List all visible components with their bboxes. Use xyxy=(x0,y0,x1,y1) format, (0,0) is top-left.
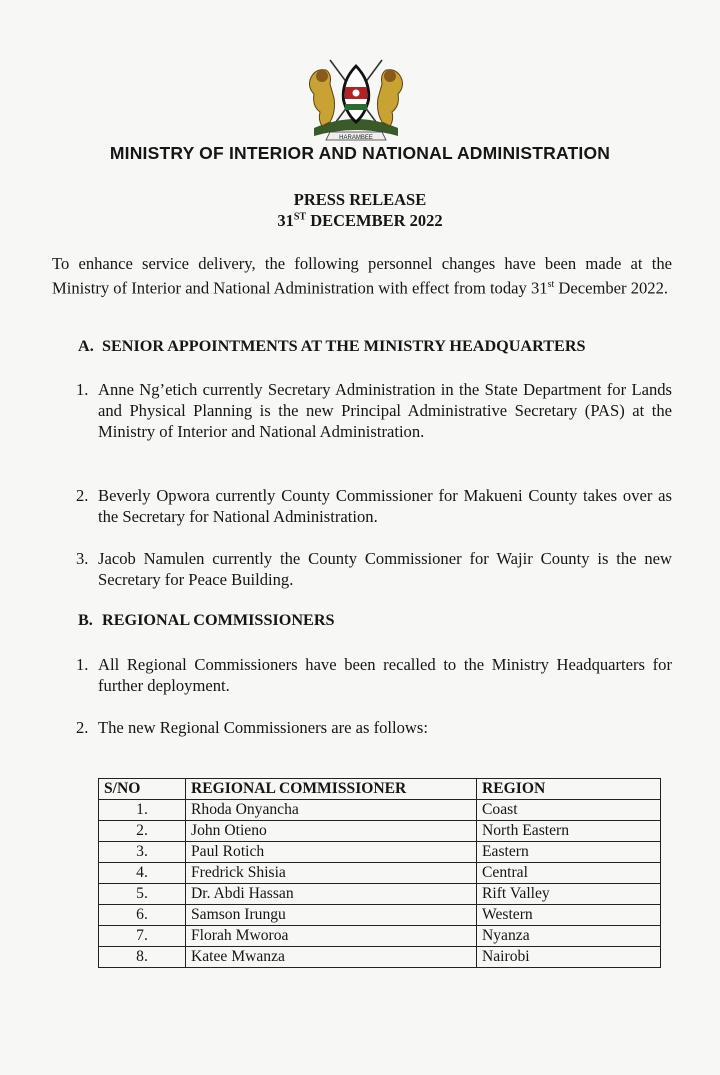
cell-region: Eastern xyxy=(477,842,661,863)
cell-commissioner: Dr. Abdi Hassan xyxy=(186,884,477,905)
cell-commissioner: Paul Rotich xyxy=(186,842,477,863)
column-header-sno: S/NO xyxy=(99,779,186,800)
ministry-title: MINISTRY OF INTERIOR AND NATIONAL ADMINISTRATION xyxy=(109,143,611,163)
section-b-heading xyxy=(78,611,678,630)
intro-paragraph xyxy=(52,253,672,299)
table-row xyxy=(99,926,661,947)
cell-region: Coast xyxy=(477,800,661,821)
cell-sno: 6. xyxy=(99,905,186,926)
column-header-region: REGION xyxy=(477,779,661,800)
cell-sno: 8. xyxy=(99,947,186,968)
crest-motto: HARAMBEE xyxy=(339,135,373,141)
cell-sno: 7. xyxy=(99,926,186,947)
table-header-row xyxy=(99,779,661,800)
intro-text: To enhance service delivery, the following personnel changes have been made at the Ministry of Interior and National Administration with effect from today 31 xyxy=(52,254,672,298)
cell-sno: 4. xyxy=(99,863,186,884)
date-rest: DECEMBER 2022 xyxy=(306,211,443,230)
kenya-coat-of-arms-icon xyxy=(300,50,412,142)
press-release-date xyxy=(0,211,720,231)
cell-region: Nairobi xyxy=(477,947,661,968)
section-b-title: REGIONAL COMMISSIONERS xyxy=(102,611,335,629)
list-item xyxy=(76,717,672,738)
item-number: 3. xyxy=(76,549,89,568)
cell-commissioner: Rhoda Onyancha xyxy=(186,800,477,821)
section-a-letter: A. xyxy=(78,337,94,355)
section-b-letter: B. xyxy=(78,611,93,629)
cell-commissioner: Samson Irungu xyxy=(186,905,477,926)
cell-commissioner: Florah Mworoa xyxy=(186,926,477,947)
table-row xyxy=(99,842,661,863)
item-text: Anne Ng’etich currently Secretary Administration in the State Department for Lands and Physical Planning is the new Principal Administrative Secretary (PAS) at the Ministry of Interior and National Administration. xyxy=(98,380,672,441)
item-number: 1. xyxy=(76,380,89,399)
cell-region: Central xyxy=(477,863,661,884)
press-release-title: PRESS RELEASE xyxy=(293,190,427,209)
cell-sno: 5. xyxy=(99,884,186,905)
cell-commissioner: John Otieno xyxy=(186,821,477,842)
intro-sup: st xyxy=(547,279,555,290)
table-row xyxy=(99,821,661,842)
item-text: All Regional Commissioners have been recalled to the Ministry Headquarters for further deployment. xyxy=(98,655,672,695)
item-text: Beverly Opwora currently County Commissioner for Makueni County takes over as the Secretary for National Administration. xyxy=(98,486,672,526)
list-item xyxy=(76,654,672,696)
list-item xyxy=(76,379,672,442)
date-day: 31 xyxy=(277,211,294,230)
item-text: The new Regional Commissioners are as follows: xyxy=(98,718,428,737)
table-row xyxy=(99,905,661,926)
list-item xyxy=(76,485,672,527)
regional-commissioners-table xyxy=(98,778,661,968)
item-number: 2. xyxy=(76,718,89,737)
section-a-title: SENIOR APPOINTMENTS AT THE MINISTRY HEADQUARTERS xyxy=(102,337,586,355)
cell-commissioner: Katee Mwanza xyxy=(186,947,477,968)
item-number: 2. xyxy=(76,486,89,505)
table-row xyxy=(99,863,661,884)
table-row xyxy=(99,800,661,821)
date-suffix: ST xyxy=(293,211,307,223)
cell-sno: 1. xyxy=(99,800,186,821)
cell-region: Western xyxy=(477,905,661,926)
item-number: 1. xyxy=(76,655,89,674)
cell-region: Rift Valley xyxy=(477,884,661,905)
intro-text-end: December 2022. xyxy=(554,278,669,298)
cell-sno: 2. xyxy=(99,821,186,842)
table-row xyxy=(99,947,661,968)
column-header-commissioner: REGIONAL COMMISSIONER xyxy=(186,779,477,800)
cell-sno: 3. xyxy=(99,842,186,863)
section-a-heading xyxy=(78,337,678,356)
cell-region: North Eastern xyxy=(477,821,661,842)
cell-commissioner: Fredrick Shisia xyxy=(186,863,477,884)
item-text: Jacob Namulen currently the County Commissioner for Wajir County is the new Secretary for Peace Building. xyxy=(98,549,672,589)
cell-region: Nyanza xyxy=(477,926,661,947)
list-item xyxy=(76,548,672,590)
table-row xyxy=(99,884,661,905)
